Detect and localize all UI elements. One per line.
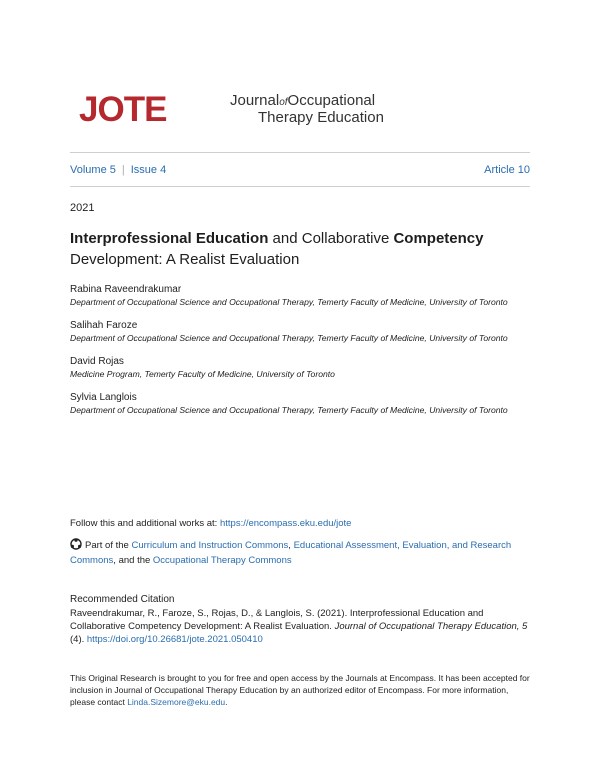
author-name: Salihah Faroze — [70, 320, 138, 331]
citation-issue: (4). — [70, 634, 87, 645]
author-affiliation: Department of Occupational Science and Occupational Therapy, Temerty Faculty of Medicine, University of Toronto — [70, 297, 508, 307]
access-notice — [70, 672, 530, 708]
citation-journal: Journal of Occupational Therapy Education, 5 — [334, 621, 528, 632]
separator: , and the — [113, 555, 153, 566]
citation-main: Raveendrakumar, R., Faroze, S., Rojas, D., & Langlois, S. (2021). Interprofessional Education and Collaborative Competency Development: A Realist Evaluation. — [70, 608, 484, 632]
article-link[interactable]: Article 10 — [484, 164, 530, 176]
article-title — [70, 228, 510, 270]
author-name: David Rojas — [70, 356, 124, 367]
journal-word-of: of — [279, 97, 288, 108]
separator: , — [288, 540, 294, 551]
volume-link[interactable]: Volume 5 — [70, 164, 116, 176]
commons-network-icon — [70, 538, 82, 550]
author-affiliation: Department of Occupational Science and Occupational Therapy, Temerty Faculty of Medicine, University of Toronto — [70, 405, 508, 415]
volume-bar: Volume 5 | Issue 4 Article 10 — [70, 164, 530, 176]
author-name: Sylvia Langlois — [70, 392, 137, 403]
ot-commons-link[interactable]: Occupational Therapy Commons — [152, 555, 292, 566]
author-entry — [70, 319, 530, 344]
title-part-2: and Collaborative — [268, 230, 394, 247]
author-entry — [70, 283, 530, 308]
notice-end: . — [225, 697, 228, 707]
publication-year: 2021 — [70, 202, 95, 214]
author-name: Rabina Raveendrakumar — [70, 284, 182, 295]
curriculum-commons-link[interactable]: Curriculum and Instruction Commons — [131, 540, 289, 551]
assessment-commons-link[interactable]: Educational Assessment, Evaluation, and Research Commons — [70, 540, 512, 566]
journal-word-occupational: Occupational — [287, 92, 376, 109]
author-entry — [70, 391, 530, 416]
journal-line-2: Therapy Education — [258, 109, 384, 126]
notice-text: This Original Research is brought to you for free and open access by the Journals at Encompass. It has been accepted for inclusion in Journal of Occupational Therapy Education by an authorized editor of Encompass. For more information, please contact — [70, 673, 530, 707]
journal-word-journal: Journal — [230, 92, 280, 109]
title-part-4: Development: A Realist Evaluation — [70, 251, 300, 268]
contact-email-link[interactable]: Linda.Sizemore@eku.edu — [127, 697, 226, 707]
recommended-citation-heading: Recommended Citation — [70, 594, 175, 605]
author-list — [70, 283, 530, 427]
issue-link[interactable]: Issue 4 — [130, 164, 167, 176]
follow-text: Follow this and additional works at: — [70, 518, 220, 529]
title-part-1: Interprofessional Education — [70, 230, 269, 247]
follow-line — [70, 518, 530, 529]
citation-text — [70, 607, 530, 646]
part-of-line — [70, 538, 530, 568]
author-affiliation: Medicine Program, Temerty Faculty of Medicine, University of Toronto — [70, 369, 335, 379]
divider-top — [70, 152, 530, 153]
part-of-prefix: Part of the — [85, 540, 132, 551]
repository-link[interactable]: https://encompass.eku.edu/jote — [219, 518, 352, 529]
title-part-3: Competency — [393, 230, 484, 247]
divider-bottom — [70, 186, 530, 187]
doi-link[interactable]: https://doi.org/10.26681/jote.2021.050410 — [86, 634, 263, 645]
jote-logo: JOTE — [79, 90, 167, 129]
author-entry — [70, 355, 530, 380]
journal-name — [230, 93, 410, 125]
author-affiliation: Department of Occupational Science and Occupational Therapy, Temerty Faculty of Medicine, University of Toronto — [70, 333, 508, 343]
